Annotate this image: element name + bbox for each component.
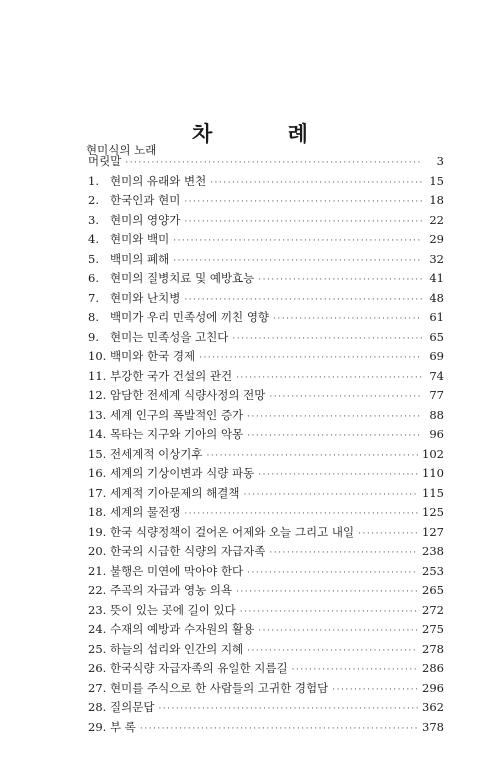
toc-entry-title: 세계적 기아문제의 해결책	[110, 485, 240, 500]
toc-entry-number: 6.	[88, 271, 99, 285]
toc-entry-number: 5.	[88, 251, 99, 266]
dot-leader	[269, 544, 418, 564]
toc-entry-title: 현미를 주식으로 한 사람들의 고귀한 경험담	[110, 680, 329, 695]
toc-entry	[88, 562, 444, 582]
toc-entry	[88, 425, 444, 445]
toc-entry-title: 한국식량 자급자족의 유일한 지름길	[110, 661, 288, 675]
dot-leader	[258, 271, 422, 291]
dot-leader	[232, 330, 422, 350]
toc-entry-title: 현미의 영양가	[110, 212, 181, 227]
toc-entry	[88, 269, 444, 289]
toc-entry-page: 362	[422, 700, 444, 714]
dot-leader	[332, 681, 418, 701]
toc-entry-title: 백미가 우리 민족성에 끼친 영향	[110, 310, 270, 324]
toc-entry-number: 8.	[88, 310, 99, 324]
toc-entry-page: 278	[422, 641, 444, 656]
toc-entry	[88, 503, 444, 523]
toc-entry-title: 백미의 폐해	[110, 251, 170, 266]
toc-entry	[88, 328, 444, 348]
toc-entry	[88, 191, 444, 211]
dot-leader	[269, 388, 422, 408]
dot-leader	[184, 213, 422, 233]
toc-entry-number: 26.	[88, 661, 107, 675]
toc-entry	[88, 581, 444, 601]
toc-entry-page: 48	[429, 290, 444, 305]
toc-entry-number: 3.	[88, 212, 99, 227]
toc-entry	[88, 386, 444, 406]
toc-entry-page: 88	[429, 407, 444, 422]
toc-entry	[88, 211, 444, 231]
toc-entry-number: 12.	[88, 388, 107, 402]
dot-leader	[258, 466, 418, 486]
toc-entry-page: 96	[429, 427, 444, 441]
toc-entry-title: 한국인과 현미	[110, 193, 181, 207]
dot-leader	[258, 622, 418, 642]
toc-entry-title: 불행은 미연에 막아야 한다	[110, 563, 244, 578]
dot-leader	[236, 583, 418, 603]
dot-leader	[158, 700, 418, 720]
toc-entry-page: 110	[422, 466, 444, 480]
dot-leader	[173, 232, 422, 252]
toc-entry-number: 2.	[88, 193, 99, 207]
toc-entry	[88, 230, 444, 250]
toc-entry-number: 4.	[88, 232, 99, 246]
toc-entry	[88, 718, 444, 738]
toc-entry-number: 13.	[88, 407, 107, 422]
toc-entry-number: 20.	[88, 544, 107, 558]
toc-entry-page: 127	[422, 524, 444, 539]
toc-entry-title: 부 록	[110, 719, 136, 734]
toc-entry-number: 15.	[88, 446, 107, 461]
toc-entry-page: 18	[429, 193, 444, 207]
toc-entry-number: 10.	[88, 349, 107, 363]
toc-entry-title: 암담한 전세계 식량사정의 전망	[110, 388, 266, 402]
toc-entry-title: 전세계적 이상기후	[110, 446, 203, 461]
toc-entry-page: 275	[422, 622, 444, 636]
toc-entry-title: 수재의 예방과 수자원의 활용	[110, 622, 255, 636]
toc-entry	[88, 289, 444, 309]
table-of-contents	[88, 152, 444, 737]
toc-entry-page: 22	[429, 212, 444, 227]
toc-entry	[88, 250, 444, 270]
toc-entry-number: 25.	[88, 641, 107, 656]
toc-entry	[88, 347, 444, 367]
toc-entry-page: 77	[429, 388, 444, 402]
subtitle: 현미식의 노래	[86, 143, 157, 157]
toc-entry-number: 11.	[88, 368, 107, 383]
toc-entry-number: 9.	[88, 329, 99, 344]
toc-entry	[88, 679, 444, 699]
toc-entry-number: 14.	[88, 427, 107, 441]
dot-leader	[273, 310, 422, 330]
toc-entry-number: 21.	[88, 563, 107, 578]
toc-entry	[88, 406, 444, 426]
toc-entry	[88, 698, 444, 718]
page-title: 차 례	[192, 121, 342, 146]
toc-entry-page: 286	[422, 661, 444, 675]
toc-entry-page: 115	[422, 485, 444, 500]
toc-entry-title: 한국 식량정책이 걸어온 어제와 오늘 그리고 내일	[110, 524, 355, 539]
toc-entry-number: 19.	[88, 524, 107, 539]
toc-entry-number: 29.	[88, 719, 107, 734]
toc-entry-page: 61	[429, 310, 444, 324]
toc-entry-page: 15	[429, 173, 444, 188]
toc-entry-number: 27.	[88, 680, 107, 695]
toc-entry	[88, 152, 444, 172]
toc-entry-title: 한국의 시급한 식량의 자급자족	[110, 544, 266, 558]
dot-leader	[247, 427, 422, 447]
toc-entry	[88, 172, 444, 192]
toc-entry-title: 현미와 백미	[110, 232, 170, 246]
toc-entry	[88, 640, 444, 660]
toc-entry-page: 65	[429, 329, 444, 344]
toc-entry-number: 18.	[88, 505, 107, 519]
toc-entry	[88, 367, 444, 387]
toc-entry	[88, 601, 444, 621]
toc-entry-title: 질의문답	[110, 700, 155, 714]
toc-entry-page: 74	[429, 368, 444, 383]
toc-entry-number: 16.	[88, 466, 107, 480]
toc-entry-number: 22.	[88, 583, 107, 597]
toc-entry-title: 머릿말	[88, 154, 122, 168]
toc-entry-number: 1.	[88, 173, 99, 188]
toc-entry-page: 41	[429, 271, 444, 285]
toc-entry-title: 목타는 지구와 기아의 악몽	[110, 427, 244, 441]
toc-entry-page: 238	[422, 544, 444, 558]
dot-leader	[184, 193, 422, 213]
dot-leader	[240, 603, 418, 623]
dot-leader	[358, 525, 418, 545]
dot-leader	[247, 564, 418, 584]
toc-entry	[88, 445, 444, 465]
toc-entry	[88, 464, 444, 484]
dot-leader	[140, 720, 418, 740]
toc-entry-number: 7.	[88, 290, 99, 305]
toc-entry-number: 23.	[88, 602, 107, 617]
toc-entry-number: 17.	[88, 485, 107, 500]
toc-entry	[88, 308, 444, 328]
toc-entry-page: 378	[422, 719, 444, 734]
toc-entry-title: 현미와 난치병	[110, 290, 181, 305]
toc-entry-page: 125	[422, 505, 444, 519]
toc-entry-page: 3	[436, 154, 444, 168]
toc-entry-title: 백미와 한국 경제	[110, 349, 196, 363]
toc-entry-title: 세계의 물전쟁	[110, 505, 181, 519]
toc-entry-number: 24.	[88, 622, 107, 636]
dot-leader	[244, 486, 419, 506]
toc-entry-title: 현미는 민족성을 고친다	[110, 329, 229, 344]
toc-entry-page: 296	[422, 680, 444, 695]
toc-entry-title: 뜻이 있는 곳에 길이 있다	[110, 602, 236, 617]
dot-leader	[199, 349, 422, 369]
toc-entry-page: 102	[422, 446, 444, 461]
toc-entry-title: 주곡의 자급과 영농 의욕	[110, 583, 233, 597]
toc-entry-title: 하늘의 섭리와 인간의 지혜	[110, 641, 244, 656]
toc-entry-title: 현미의 질병치료 및 예방효능	[110, 271, 255, 285]
toc-entry	[88, 620, 444, 640]
toc-entry-page: 69	[429, 349, 444, 363]
toc-entry	[88, 484, 444, 504]
toc-entry-page: 272	[422, 602, 444, 617]
toc-entry-title: 세계의 기상이변과 식량 파동	[110, 466, 255, 480]
toc-entry	[88, 542, 444, 562]
toc-entry-number: 28.	[88, 700, 107, 714]
toc-entry	[88, 659, 444, 679]
toc-entry-title: 부강한 국가 건설의 관건	[110, 368, 233, 383]
dot-leader	[210, 174, 422, 194]
toc-entry-title: 세계 인구의 폭발적인 증가	[110, 407, 244, 422]
toc-entry-page: 253	[422, 563, 444, 578]
toc-entry-page: 29	[429, 232, 444, 246]
toc-entry-page: 265	[422, 583, 444, 597]
toc-entry	[88, 523, 444, 543]
toc-entry-title: 현미의 유래와 변천	[110, 173, 207, 188]
dot-leader	[247, 408, 422, 428]
toc-entry-page: 32	[429, 251, 444, 266]
